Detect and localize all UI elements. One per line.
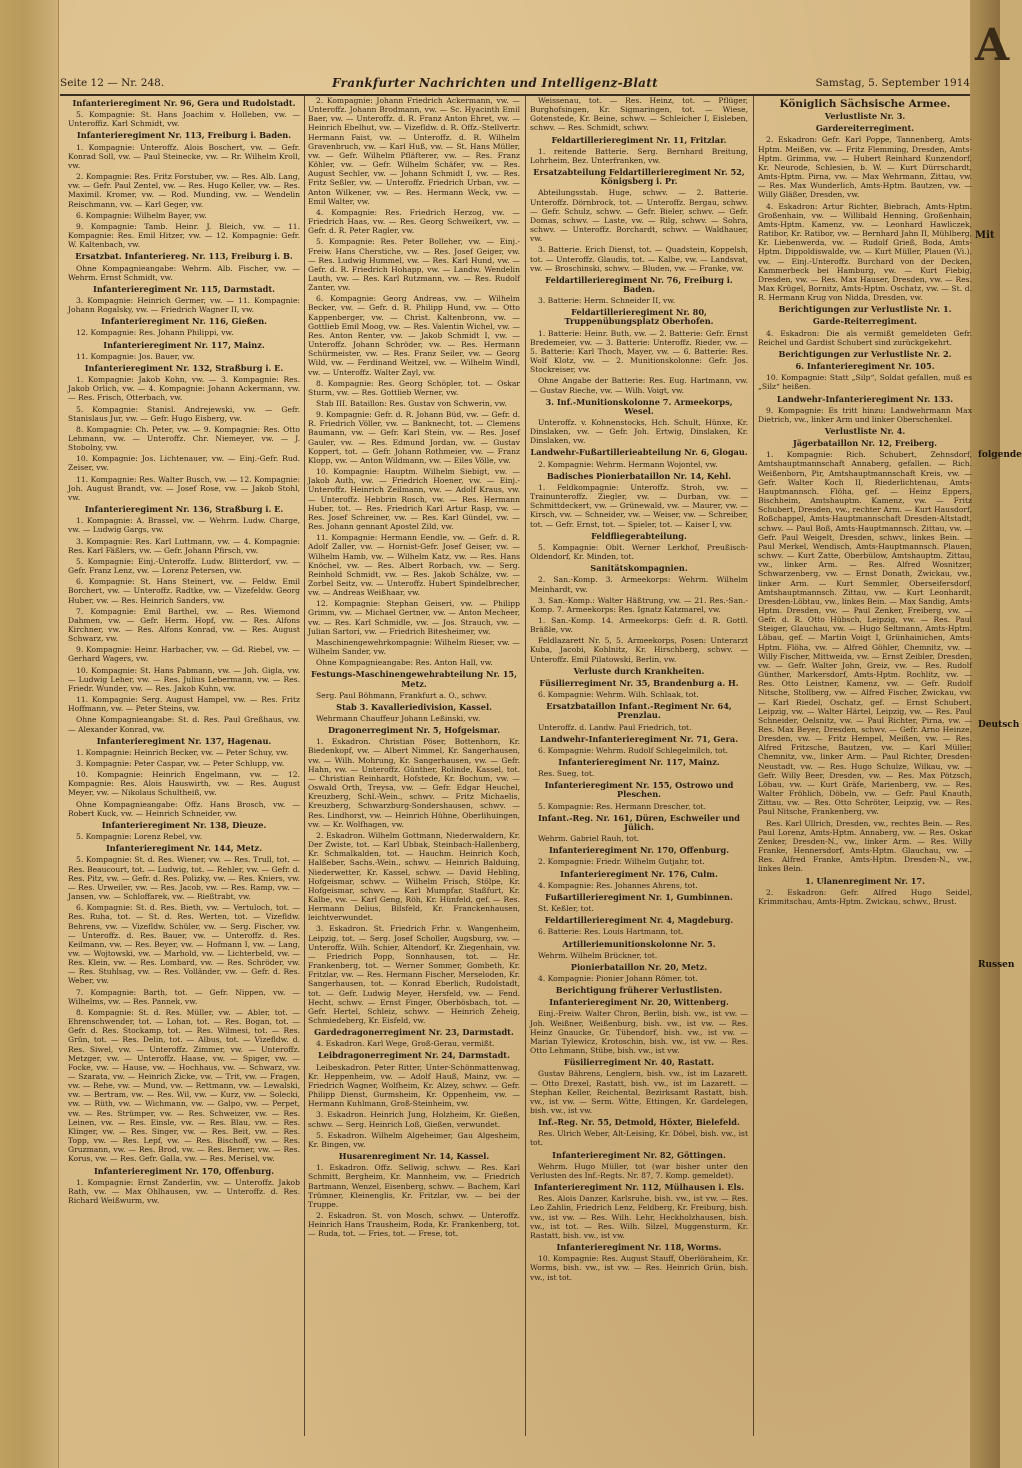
section-heading: Infanterieregiment Nr. 132, Straßburg i. E. xyxy=(84,362,284,373)
casualty-entry: 1. Kompagnie: Heinrich Becker, vw. — Peter Schuy, vw. xyxy=(76,747,289,757)
casualty-entry: Wehrm. Hugo Müller, tot (war bisher unter den Verlusten des Inf.-Regts. Nr. 87, 7. Komp. gemeldet). xyxy=(530,1161,748,1180)
section-heading: Inf.-Reg. Nr. 55, Detmold, Höxter, Bielefeld. xyxy=(538,1117,740,1128)
section-heading: Infanterieregiment Nr. 117, Mainz. xyxy=(558,757,720,767)
casualty-entry: 1. Kompagnie: Jakob Kohn, vw. — 3. Kompagnie: Res. Jakob Orlich, vw. — 4. Kompagnie: Johann Ackermann, vw. — Res. Frisch, Otterbach, vw. xyxy=(68,375,300,403)
casualty-entry: 3. Kompagnie: Peter Caspar, vw. — Peter Schlupp, vw. xyxy=(76,759,285,768)
casualty-entry: 6. Kompagnie: Wehrm. Wilh. Schlaak, tot. xyxy=(538,690,699,700)
casualty-entry: 6. Kompagnie: St. d. Res. Bieth, vw. — Vertuloch, tot. — Res. Ruha, tot. — St. d. Res. Werten, tot. — Vizefldw. Behrens, vw. — Vizefldw. Schüler, vw. — Serg. Fischer, vw. — Unteroffz. d. Res. Bauer, vw. — Unteroffz. d. Res. Keilmann, vw. — Res. Beyer, vw. — Hofmann I, vw. — Lang, vw. — Wojtowski, vw. — Marhold, vw. — Lichterbeld, vw. — Res. Klein, vw. — Res. Lombard, vw. — Res. Schröder, vw. — Res. Stuhlsag, vw. — Res. Volländer, vw. — Gefr. d. Res. Weber, vw. xyxy=(68,903,300,986)
section-heading: Infanterieregiment Nr. 116, Gießen. xyxy=(100,316,268,327)
casualty-entry: Ohne Kompagnieangabe: Offz. Hans Brosch, vw. — Robert Kuck, vw. — Heinrich Schneider, vw. xyxy=(68,799,300,818)
section-heading: Feldartillerieregiment Nr. 80, Truppenübungsplatz Oberhofen. xyxy=(564,307,714,327)
casualty-entry: Einj.-Freiw. Walter Chron, Berlin, bish. vw., ist vw. — Joh. Weißner, Weißenburg, bish. vw., ist vw. — Res. Heinz Gnaucke, Gr. Tübendorf, bish. vw., ist vw. — Marian Tylewicz, Krotoschin, bish. vw., ist vw. — Res. Otto Lehmann, Stübe, bish. vw., ist vw. xyxy=(530,1009,748,1056)
section-heading: Infanterieregiment Nr. 136, Straßburg i. E. xyxy=(84,504,284,515)
casualty-entry: 10. Kompagnie: Res. August Stauff, Oberlöraheim, Kr. Worms, bish. vw., ist vw. — Res. Heinrich Grün, bish. vw., ist tot. xyxy=(530,1254,748,1282)
section-heading: Badisches Pionierbataillon Nr. 14, Kehl. xyxy=(546,470,732,481)
newspaper-title: Frankfurter Nachrichten und Intelligenz-Blatt xyxy=(332,76,658,90)
casualty-entry: 6. Kompagnie: Wilhelm Bayer, vw. xyxy=(76,210,207,220)
casualty-entry: 6. Kompagnie: St. Hans Steinert, vw. — Feldw. Emil Borchert, vw. — Unteroffz. Radtke, vw. — Vizefeldw. Georg Huber, vw. — Res. Heinrich Sanders, vw. xyxy=(68,577,300,605)
casualty-entry: 3. Batterie. Erich Dienst, tot. — Quadstein, Koppelsh, tot. — Unteroffz. Glaudis, tot. — Kalbe, vw. — Landsvat, vw. — Broschinski, schwv. — Bluden, vw. — Franke, vw. xyxy=(530,245,748,273)
casualty-entry: 1. Kompagnie: A. Brassel, vw. — Wehrm. Ludw. Charge, vw. — Ludwig Gargs, vw. xyxy=(68,516,300,535)
casualty-entry: 1. Kompagnie: Unteroffz. Alois Boschert, vw. — Gefr. Konrad Soll, vw. — Paul Steinecke, vw. — Rr. Wilhelm Kroll, vw. xyxy=(68,142,300,170)
section-heading: Infanterieregiment Nr. 113, Freiburg i. Baden. xyxy=(76,130,292,141)
casualty-entry: 9. Kompagnie: Gefr. d. R. Johann Büd, vw. — Gefr. d. R. Friedrich Völler, vw. — Banknecht, tot. — Clemens Baumann, vw. — Gefr. Karl Stein, vw. — Res. Josef Gauler, vw. — Res. Edmund Jordan, vw. — Gustav Koppert, tot. — Gefr. Johann Rothmeier, vw. — Franz Klopp, vw. — Anton Wildmann, vw. — Eiles Völle, vw. xyxy=(308,410,520,465)
casualty-entry: Ohne Kompagnieangabe: St. d. Res. Paul Greßhaus, vw. — Alexander Konrad, vw. xyxy=(68,715,300,734)
column-1 xyxy=(68,96,300,1436)
casualty-entry: 1. San.-Komp. 14. Armeekorps: Gefr. d. R. Gottl. Bräßle, vw. xyxy=(530,615,748,635)
section-heading: Gardereiterregiment. xyxy=(815,123,915,134)
casualty-entry: 3. San.-Komp.: Walter Häßtrung, vw. — 21. Res.-San.-Komp. 7. Armeekorps: Res. Ignatz Katzmarel, vw. xyxy=(530,595,748,614)
casualty-entry: 1. Eskadron. Offz. Sellwig, schwv. — Res. Karl Schmitt, Bergheim, Kr. Mannheim, vw. — Friedrich Bartmann, Wenzel, Eisenberg, schwv. — Bachem, Karl Trümner, Kleinenglis, Kr. Fritzlar, vw. — bei der Truppe. xyxy=(308,1163,520,1209)
section-heading: Verlustliste Nr. 4. xyxy=(824,426,906,436)
casualty-entry: 12. Kompagnie: Res. Johann Philippi, vw. xyxy=(76,328,234,338)
section-heading: Infanterieregiment Nr. 115, Darmstadt. xyxy=(93,283,275,294)
section-heading: Ersatzbataillon Infant.-Regiment Nr. 64, Prenzlau. xyxy=(546,701,732,721)
casualty-entry: 2. Eskadron: Gefr. Karl Poppe, Tannenberg, Amts-Hptm. Meißen, vw. — Fritz Flemming, Dresden, Amts-Hptm. Grimma, vw. — Hubert Reinhard Kunzendorf, Kr. Neurode, Schlesien, b. W. — Kurt Dürrschardt, Amts-Hptm. Pirna, vw. — Max Wehrmann, Zittau, vw. — Res. Max Wunderlich, Amts-Hptm. Bautzen, vw. — Willy Gläßer, Dresden, vw. xyxy=(758,135,972,200)
section-heading: Ersatzabteilung Feldartillerieregiment Nr. 52, Königsberg i. Pr. xyxy=(533,167,745,187)
section-heading: 3. Inf.-Munitionskolonne 7. Armeekorps, Wesel. xyxy=(545,396,733,416)
casualty-entry: 9. Kompagnie: Es tritt hinzu: Landwehrmann Max Dietrich, vw., linker Arm und linker Oberschenkel. xyxy=(758,405,972,424)
section-heading: Husarenregiment Nr. 14, Kassel. xyxy=(338,1151,490,1162)
casualty-entry: 4. Kompagnie: Pionier Johann Römer, tot. xyxy=(538,973,698,983)
casualty-entry: 7. Kompagnie: Emil Barthel, vw. — Res. Wiemond Dahmen, vw. — Gefr. Herm. Hopf, vw. — Res. Alfons Kirchner, vw. — Res. Alfons Konrad, vw. — Res. August Schwarz, vw. xyxy=(68,606,300,644)
section-heading: Dragonerregiment Nr. 5, Hofgeismar. xyxy=(327,725,501,736)
casualty-entry: 5. Kompagnie: Einj.-Unteroffz. Ludw. Blitterdorf, vw. — Gefr. Franz Lenz, vw. — Lorenz Petersen, vw. xyxy=(68,556,300,576)
section-heading: Feldfliegerabteilung. xyxy=(591,530,687,541)
section-heading: 1. Ulanenregiment Nr. 17. xyxy=(805,875,925,886)
casualty-entry: 2. Kompagnie: Res. Fritz Forstuber, vw. — Res. Alb. Lang, vw. — Gefr. Paul Zentel, vw. — Res. Hugo Keller, vw. — Res. Maximil. Kromer, vw. — Rod. Munding, vw. — Wendelin Reischmann, vw. — Karl Geger, vw. xyxy=(68,172,300,209)
column-3 xyxy=(530,96,748,1436)
casualty-entry: 10. Kompagnie: Hauptm. Wilhelm Siebigt, vw. — Jakob Auth, vw. — Friedrich Hoener, vw. — Einj.-Unteroffz. Heinrich Zeilmann, vw. — Adolf Kraus, vw. — Unteroffz. Hebbrin Rosch, vw. — Res. Hermann Huber, tot. — Res. Friedrich Karl Artur Rasp, vw. — Res. Josef Schreiner, vw. — Res. Karl Gündel, vw. — Res. Johann gennant Apostel Zild, vw. xyxy=(308,467,520,532)
casualty-entry: 5. Kompagnie: Res. Peter Bolleher, vw. — Einj.-Freiw. Hans Cherstiche, vw. — Res. Josef Geiger, vw. — Res. Ludwig Hummel, vw. — Res. Karl Hund, vw. — Gefr. d. R. Friedrich Hohapp, vw. — Landw. Wendelin Lauth, vw. — Res. Karl Rutzmann, vw. — Res. Rudolf Zanter, vw. xyxy=(308,237,520,293)
casualty-entry: 5. Kompagnie: St. Hans Joachim v. Holleben, vw. — Unteroffiz. Karl Schmidt, vw. xyxy=(68,110,300,129)
casualty-entry: 6. Kompagnie: Georg Andreas, vw. — Wilhelm Becker, vw. — Gefr. d. R. Philipp Hund, vw. — Otto Kappenberger, vw. — Christ. Kaltenbronn, vw. — Gottlieb Emil Moog, vw. — Res. Valentin Wichel, vw. — Res. Anton Renter, vw. — Jakob Schmidt I, vw. — Unteroffz. Johann Schröder, vw. — Res. Hermann Schürmeister, vw. — Res. Franz Seiler, vw. — Georg Wild, vw. — Ferdinand Weitzel, vw. — Wilhelm Windl, vw. — Unteroffz. Walter Zayl, vw. xyxy=(308,294,520,377)
casualty-entry: 1. Eskadron. Christian Pöser, Bottenhorn, Kr. Biedenkopf, vw. — Albert Nimmel, Kr. Sangerhausen, vw. — Wilh. Mohrung, Kr. Sangerhausen, vw. — Gefr. Hahn, vw. — Unteroffz. Günther, Rolinde, Kassel, tot. — Christian Reinhardt, Hofstede, Kr. Bochum, vw. — Oswald Orth, Treysa, vw. — Gefr. Edgar Heuchel, Kreuzberg, Schl.-Wein., schwv. — Fritz Michaelis, Kreuzberg, Schwarzburg-Sondershausen, schwv. — Res. Lindhorst, vw. — Heinrich Hühne, Oberlihuingen, vw. — Kr. Wolfhagen, vw. xyxy=(308,737,520,829)
casualty-entry: 8. Kompagnie: St. d. Res. Müller, vw. — Abler, tot. — Ehrenschwender, tot. — Lohan, tot. — Res. Bogan, tot. — Gefr. d. Res. Stockamp, tot. — Res. Wilmesi, tot. — Res. Grün, tot. — Res. Delin, tot. — Albus, tot. — Vizefldw. d. Res. Siwel, vw. — Unteroffz. Zimmer, vw. — Unteroffz. Metzger, vw. — Unteroffz. Haase, vw. — Spiger, vw. — Focke, vw. — Hause, vw. — Hochhaus, vw. — Schwarz, vw. — Szarata, vw. — Heinrich Zicke, vw. — Trit, vw. — Fragen, vw. — Rehe, vw. — Mund, vw. — Rettmann, vw. — Lewalski, vw. — Bertram, vw. — Res. Wil, vw. — Kurz, vw. — Solecki, vw. — Rüth, vw. — Wichmann, vw. — Galpo, vw. — Perpet, vw. — Res. Strümper, vw. — Res. Schweizer, vw. — Res. Leinen, vw. — Res. Einsle, vw. — Res. Blau, vw. — Res. Klinger, vw. — Res. Singer, vw. — Res. Beit, vw. — Res. Topp, vw. — Res. Lepf, vw. — Res. Bischoff, vw. — Res. Gruzmann, vw. — Res. Brod, vw. — Res. Berner, vw. — Res. Korus, vw. — Res. Gefr. Galla, vw. — Res. Merisel, vw. xyxy=(68,1007,300,1164)
casualty-entry: Weissenau, tot. — Res. Heinz, tot. — Pflüger, Burghofsingen, Kr. Sigmaringen, tot. — Wiese, Gotenstede, Kr. Beine, schwv. — Schleicher I, Eisleben, schwv. — Res. Schmidt, schwv. xyxy=(530,96,748,133)
section-heading: Infanterieregiment Nr. 118, Worms. xyxy=(556,1242,722,1253)
casualty-entry: 1. Batterie: Heinr. Buth, vw. — 2. Batterie: Gefr. Ernst Bredemeier, vw. — 3. Batterie: Unteroffz. Rieder, vw. — 5. Batterie: Karl Thoch, Mayer, vw. — 6. Batterie: Res. Wolf Klotz, vw. — 2. Munitionskolonne: Gefr. Jos. Stockreiser, vw. xyxy=(530,328,748,375)
binding-edge xyxy=(0,0,59,1468)
casualty-entry: 3. Batterie: Herm. Schneider II, vw. xyxy=(538,296,676,306)
margin-mark: Russen xyxy=(978,960,1015,970)
casualty-entry: 6. Batterie: Res. Louis Hartmann, tot. xyxy=(538,927,684,937)
casualty-entry: 2. San.-Komp. 3. Armeekorps: Wehrm. Wilhelm Meinhardt, vw. xyxy=(530,575,748,594)
section-heading: Jägerbataillon Nr. 12, Freiberg. xyxy=(792,438,938,449)
section-heading: Feldartillerieregiment Nr. 11, Fritzlar. xyxy=(551,134,727,145)
casualty-entry: 11. Kompagnie: Res. Walter Busch, vw. — 12. Kompagnie: Joh. August Brandt, vw. — Josef Rose, vw. — Jakob Stohl, vw. xyxy=(68,474,300,502)
casualty-entry: 8. Kompagnie: Res. Georg Schöpler, tot. — Oskar Sturm, vw. — Res. Gottlieb Werner, vw. xyxy=(308,378,520,397)
casualty-entry: 5. Kompagnie: St. d. Res. Wiener, vw. — Res. Trull, tot. — Res. Beaucourt, tot. — Ludwig, tot. — Rehler, vw. — Gefr. d. Res. Pitz, vw. — Gefr. d. Res. Polizky, vw. — Res. Kniers, vw. — Res. Urweiler, vw. — Res. Jacob, vw. — Res. Ramp, vw. — Jansen, vw. — Schloffarek, vw. — Rießtrabt, vw. xyxy=(68,855,300,902)
section-heading: Infanterieregiment Nr. 82, Göttingen. xyxy=(552,1149,726,1160)
casualty-entry: Wehrmann Chauffeur Johann Leßinski, vw. xyxy=(316,714,481,723)
casualty-entry: 5. Kompagnie: Lorenz Rebel, vw. xyxy=(76,832,203,842)
casualty-entry: 11. Kompagnie: Hermann Eendle, vw. — Gefr. d. R. Adolf Zaller, vw. — Hornist-Gefr. Josef Geiser, vw. — Wilhelm Hamb, vw. — Wilhelm Katz, vw. — Res. Hans Knöchel, vw. — Res. Albert Rorbach, vw. — Serg. Reinhold Schmidt, vw. — Res. Jakob Schälze, vw. — Zorbel Seitz, vw. — Unteroffz. Hubert Spindelbrecher, vw. — Andreas Weißhaar, vw. xyxy=(308,533,520,598)
casualty-entry: Abteilungsstab. Huge, schwv. — 2. Batterie. Unteroffz. Dörnbrock, tot. — Unteroffz. Bergau, schwv. — Gefr. Schulz, schwv. — Gefr. Bieler, schwv. — Gefr. Domas, schwv. — Laste, vw. — Rilg, schwv. — Sohra, schwv. — Unteroffz. Borchardt, schwv. — Waldhauer, vw. xyxy=(530,188,748,244)
casualty-entry: 7. Kompagnie: Barth, tot. — Gefr. Nippen, vw. — Wilhelms, vw. — Res. Pannek, vw. xyxy=(68,987,300,1006)
casualty-entry: Leibeskadron. Peter Ritter, Unter-Schönmattenwag, Kr. Heppenheim, vw. — Adolf Hauß, Mainz, vw. — Friedrich Wagner, Wolfheim, Kr. Alzey, schwv. — Gefr. Philipp Dienst, Gurmsheim, Kr. Oppenheim, vw. — Hermann Kuhlmann, Groß-Steinheim, vw. xyxy=(308,1062,520,1109)
casualty-entry: Feldlazarett Nr. 5, 5. Armeekorps, Posen: Unterarzt Kuba, Jacobi, Kohlnitz, Kr. Hirschberg, schwv. — Unteroffz. Emil Pilatowski, Berlin, vw. xyxy=(530,636,748,664)
casualty-entry: Serg. Paul Böhmann, Frankfurt a. O., schwv. xyxy=(316,690,487,700)
casualty-entry: 2. Eskadron: Gefr. Alfred Hugo Seidel, Krimmitschau, Amts-Hptm. Zwickau, schwv., Brust. xyxy=(758,887,972,906)
section-heading: Infanterieregiment Nr. 176, Culm. xyxy=(560,868,718,879)
casualty-entry: 11. Kompagnie: Jos. Bauer, vw. xyxy=(76,351,195,361)
casualty-entry: 3. Kompagnie: Res. Karl Luttmann, vw. — 4. Kompagnie: Res. Karl Fäßlers, vw. — Gefr. Johann Pfirsch, vw. xyxy=(68,536,300,555)
section-heading: Infanterieregiment Nr. 137, Hagenau. xyxy=(96,735,272,746)
casualty-entry: 4. Kompagnie: Res. Friedrich Herzog, vw. — Friedrich Haas, vw. — Res. Georg Schweikert, vw. — Gefr. d. R. Peter Ragler, vw. xyxy=(308,207,520,236)
next-page-masthead: A xyxy=(975,20,1010,71)
casualty-entry: 10. Kompagnie: Heinrich Engelmann, vw. — 12. Kompagnie: Res. Alois Hauswirth, vw. — Res. August Meyer, vw. — Nikolaus Schultheiß, vw. xyxy=(68,770,300,798)
section-heading: Gardedragonerregiment Nr. 23, Darmstadt. xyxy=(314,1027,514,1038)
casualty-entry: Ohne Kompagnieangabe: Wehrm. Alb. Fischer, vw. — Wehrm. Ernst Schmidt, vw. xyxy=(68,263,300,282)
column-rule xyxy=(304,96,305,1436)
next-page-edge xyxy=(970,0,1000,1468)
section-heading: Infanterieregiment Nr. 138, Dieuze. xyxy=(101,819,267,830)
casualty-entry: 2. Eskadron. Wilhelm Gottmann, Niederwaldern, Kr. Der Zwiste, tot. — Karl Ubbak, Steinbach-Hallenberg, Kr. Schmalkalden, tot. — Hauchm. Heinrich Koch, Halßeber, Sachs.-Wein., schwv. — Heinrich Balduing, Niederwetter, Kr. Kassel, schwv. — David Hebling, Hofgeismar, schwv. — Wilhelm Frisch, Stölpe, Kr. Hofgeismar, schwv. — Karl Mumpfar, Staßfurt, Kr. Kalbe, vw. — Karl Geng, Röh, Kr. Hünfeld, gef. — Res. Hermann Delius, Bilsfeld, Kr. Franckenhausen, leichtverwundet. xyxy=(308,830,520,923)
section-heading: Berichtigungen zur Verlustliste Nr. 2. xyxy=(778,348,952,359)
section-heading: Füsilierregiment Nr. 40, Rastatt. xyxy=(563,1057,715,1068)
casualty-entry: Ohne Kompagnieangabe: Res. Anton Hall, vw. xyxy=(316,658,493,668)
casualty-entry: 4. Eskadron: Die als vermißt gemeldeten Gefr. Reichel und Gardist Schubert sind zurückgekehrt. xyxy=(758,328,972,347)
page-header xyxy=(60,72,970,96)
section-heading: Infanterieregiment Nr. 170, Offenburg. xyxy=(93,1165,275,1176)
casualty-entry: Res. Alois Danzer, Karlsruhe, bish. vw., ist vw. — Res. Leo Zahlin, Friedrich Lenz, Feldberg, Kr. Freiburg, bish. vw., ist vw. — Res. Wilh. Lehr, Heckholzhausen, bish. vw., ist tot. — Res. Wilh. Silzel, Muggensturm, Kr. Rastatt, bish. vw., ist vw. xyxy=(530,1194,748,1240)
section-heading: Infanterieregiment Nr. 112, Mülhausen i. Els. xyxy=(533,1182,745,1193)
casualty-entry: 1. Kompagnie: Rich. Schubert, Zehnsdorf, Amtshauptmannschaft Annaberg, gefallen. — Rich. Weißenborn, Pir, Amtshauptmannschaft Kreis, vw. — Gefr. Walter Koch II, Riederlichtenau, Amts-Hauptmannsch. Flöha, gef. — Heinz Eppers, Bischheim, Amtshauptm. Kamenz, vw. — Fritz Schubert, Dresden, vw., rechter Arm. — Kurt Hausdorf, Roßchappel, Amts-Hauptmannschaft Dresden-Altstadt, schwv. — Paul Boß, Amts-Hauptmannsch. Zittau, vw. — Gefr. Paul Weigelt, Dresden, schwv., linkes Bein. — Paul Merkel, Wendisch, Amts-Hauptmannsch. Plauen, schwv. — Kurt Zatte, Oberbülow, Amtshauptm. Zittau, vw., linker Arm. — Res. Alfred Wosnitzer, Schwarzenberg, vw. — Ernst Donath, Zwickau, vw., linker Arm. — Kurt Semmler, Oberseifersdorf, Amtshauptmannsch. Zittau, vw. — Kurt Leonhardt, Dresden-Löbtau, vw., linkes Bein. — Max Sandig, Amts-Hptm. Dresden, vw. — Paul Zenker, Freiberg, vw. — Gefr. d. R. Otto Hübsch, Leipzig, vw. — Res. Paul Steiger, Glauchau, vw. — Hugo Seltmann, Amts-Hptm. Löbau, gef. — Martin Voigt I, Grünhainichen, Amts-Hptm. Flöha, vw. — Alfred Göhler, Chemnitz, vw. — Willy Fischer, Mittweida, vw. — Ernst Zeibler, Dresden, vw. — Gefr. Walter John, Greiz, vw. — Res. Rudolf Günther, Markersdorf, Amts-Hptm. Rochlitz, vw. — Res. Otto Leistner, Kamenz, vw. — Gefr. Rudolf Nitsche, Stollberg, vw. — Alfred Fischer, Zwickau, vw. — Karl Riedel, Oschatz, gef. — Ernst Schubert, Leipzig, vw. — Walter Härtel, Leipzig, vw. — Res. Paul Schneider, Oelsnitz, vw. — Paul Richter, Pirna, vw. — Res. Max Beyer, Dresden, schwv. — Gefr. Arno Heinze, Dresden, vw. — Fritz Hempel, Meißen, vw. — Res. Alfred Fritzsche, Bautzen, vw. — Karl Müller, Chemnitz, vw., linker Arm. — Paul Richter, Dresden-Neustadt, vw. — Res. Hugo Schulze, Wilkau, vw. — Gefr. Willy Beer, Dresden, vw. — Res. Max Pötzsch, Löbau, vw. — Kurt Gräfe, Marienberg, vw. — Res. Walter Fröhlich, Döbeln, vw. — Gefr. Paul Knauth, Zittau, vw. — Res. Otto Schröter, Leipzig, vw. — Res. Paul Nitsche, Frankenberg, vw. xyxy=(758,450,973,817)
section-heading: Ersatzbat. Infanteriereg. Nr. 113, Freiburg i. B. xyxy=(75,251,293,262)
casualty-entry: 3. Eskadron. St. Friedrich Frhr. v. Wangenheim, Leipzig, tot. — Serg. Josef Scholler, Augsburg, vw. — Unteroffz. Wilh. Schier, Altendorf, Kr. Ziegenhain, vw. — Friedrich Popp, Sonnhausen, tot. — Hr. Frankenberg, tot. — Werner Sommer, Gombeth, Kr. Fritzlar, vw. — Res. Hermann Fischer, Merseloden, Kr. Sangerhausen, tot. — Konrad Eberlich, Rudolstadt, tot. — Gefr. Ludwig Meyer, Hersfeld, vw. — Fend. Hecht, schwv. — Ernst Finger, Oberbösbach, tot. — Gefr. Hertel, Schleiz, schwv. — Heinrich Zeheig, Schmiedeberg, Kr. Eisfeld, vw. xyxy=(308,924,520,1025)
casualty-entry: 4. Kompagnie: Res. Johannes Ahrens, tot. xyxy=(538,880,698,890)
section-heading: Infant.-Reg. Nr. 161, Düren, Eschweiler und Jülich. xyxy=(537,812,741,832)
section-heading: Verluste durch Krankheiten. xyxy=(573,665,705,676)
casualty-entry: 10. Kompagnie: St. Hans Pabmann, vw. — Joh. Gigla, vw. — Ludwig Leher, vw. — Res. Julius Lebermann, vw. — Res. Friedr. Wunder, vw. — Res. Jakob Kuhn, vw. xyxy=(68,665,300,693)
casualty-entry: Res. Karl Ullrich, Dresden, vw., rechtes Bein. — Res. Paul Lorenz, Amts-Hptm. Annaberg, vw. — Res. Oskar Zenker, Dresden-N., vw., linker Arm. — Res. Willy Franke, Hennersdorf, Amts-Hptm. Glauchau, vw. — Res. Alfred Franke, Amts-Hptm. Dresden-N., vw., linkes Bein. xyxy=(758,818,972,874)
casualty-entry: Ohne Angabe der Batterie: Res. Eug. Hartmann, vw. — Gustav Rieche, vw. — Wilh. Voigt, vw. xyxy=(530,376,748,395)
casualty-entry: 5. Kompagnie: Res. Hermann Drescher, tot. xyxy=(538,801,706,811)
casualty-entry: 1. Feldkompagnie: Unteroffz. Stroh, vw. — Trainunteroffz. Ziegler, vw. — Durban, vw. — Schmittdeckert, vw. — Grünewald, vw. — Maurer, vw. — Kirsch, vw. — Schneider, vw. — Weiser, vw. — Schreiber, tot. — Gefr. Ernst, tot. — Spieler, tot. — Kaiser I, vw. xyxy=(530,482,748,529)
column-rule xyxy=(525,96,526,1436)
section-heading: Füsilierregiment Nr. 35, Brandenburg a. H. xyxy=(539,677,739,688)
column-rule xyxy=(753,96,754,1436)
section-heading: Infanterieregiment Nr. 144, Metz. xyxy=(105,843,263,854)
casualty-entry: 5. Eskadron. Wilhelm Algeheimer, Gau Algesheim, Kr. Bingen, vw. xyxy=(308,1130,520,1149)
casualty-entry: Unteroffz. v. Kohnenstocks, Hch. Schult, Hünxe, Kr. Dinslaken, vw. — Gefr. Joh. Ertwig, Dinslaken, Kr. Dinslaken, vw. xyxy=(530,418,748,446)
casualty-entry: Unteroffz. d. Landw. Paul Friedrich, tot. xyxy=(538,722,692,732)
margin-mark: Mit xyxy=(975,230,995,241)
casualty-entry: 11. Kompagnie: Serg. August Hampel, vw. — Res. Fritz Hoffmann, vw. — Peter Steins, vw. xyxy=(68,695,300,714)
casualty-entry: 2. Kompagnie: Johann Friedrich Ackermann, vw. — Unteroffz. Johann Brodmann, vw. — Sc. Hyacinth Emil Baer, vw. — Unteroffz. d. R. Franz Anton Ehret, vw. — Heinrich Ebelhut, vw. — Vizefldw. d. R. Offz.-Stellvertr. Hermann Faist, vw. — Unteroffz. d. R. Wilhelm Gravenbruch, vw. — Karl Huß, vw. — St. Hans Müller, vw. — Gefr. Wilhelm Pfläfterer, vw. — Res. Franz Köhler, vw. — Gefr. Wilhelm Schäfer, vw. — Res. August Sechler, vw. — Johann Schmidt I, vw. — Res. Fritz Seßler, vw. — Unteroffz. Friedrich Urban, vw. — Anton Wilkener, vw. — Res. Hermann Weck, vw. — Emil Walter, vw. xyxy=(308,96,520,206)
page-number: Seite 12 — Nr. 248. xyxy=(60,77,165,89)
section-heading: Landwehr-Infanterieregiment Nr. 133. xyxy=(776,393,954,404)
section-heading: Infanterieregiment Nr. 155, Ostrowo und Pleschen. xyxy=(544,780,734,800)
casualty-entry: 4. Eskadron. Karl Wege, Groß-Gerau, vermißt. xyxy=(316,1039,495,1049)
casualty-entry: Wehrm. Wilhelm Brückner, tot. xyxy=(538,950,658,960)
casualty-entry: 2. Eskadron. St. von Mosch, schwv. — Unteroffz. Heinrich Hans Trausheim, Roda, Kr. Frankenberg, tot. — Ruda, tot. — Fries, tot. — Frese, tot. xyxy=(308,1210,520,1239)
casualty-entry: 8. Kompagnie: Ch. Peter, vw. — 9. Kompagnie: Res. Otto Lehmann, vw. — Unteroffz. Chr. Niemeyer, vw. — J. Stobolny, vw. xyxy=(68,424,300,453)
section-heading: Sanitätskompagnien. xyxy=(590,563,688,574)
casualty-entry: 2. Kompagnie: Wehrm. Hermann Wojontel, vw. xyxy=(538,459,718,469)
casualty-entry: 1. Kompagnie: Ernst Zanderlin, vw. — Unteroffz. Jakob Rath, vw. — Max Ohlhausen, vw. — Unteroffz. d. Res. Richard Weißwurm, vw. xyxy=(68,1177,300,1206)
section-heading: Pionierbataillon Nr. 20, Metz. xyxy=(570,961,708,972)
casualty-entry: 2. Kompagnie: Friedr. Wilhelm Gutjahr, tot. xyxy=(538,857,705,867)
casualty-entry: 1. reitende Batterie. Serg. Bernhard Breitung, Lohrheim, Bez. Unterfranken, vw. xyxy=(530,146,748,165)
section-heading: Fußartillerieregiment Nr. 1, Gumbinnen. xyxy=(545,891,733,902)
section-heading: Infanterieregiment Nr. 20, Wittenberg. xyxy=(549,997,729,1008)
casualty-entry: 9. Kompagnie: Tamb. Heinr. J. Bleich, vw. — 11. Kompagnie: Res. Emil Hitzer, vw. — 12. Kompagnie: Gefr. W. Kaltenbach, vw. xyxy=(68,221,300,250)
section-heading: Festungs-Maschinengewehrabteilung Nr. 15, Metz. xyxy=(311,669,517,689)
section-heading: Landwehr-Fußartillerieabteilung Nr. 6, Glogau. xyxy=(530,447,748,458)
casualty-entry: Wehrm. Gabriel Rauh, tot. xyxy=(538,834,640,844)
casualty-entry: 9. Kompagnie: Heinr. Harbacher, vw. — Gd. Riebel, vw. — Gerhard Wagers, vw. xyxy=(68,645,300,664)
casualty-entry: 3. Kompagnie: Heinrich Germer, vw. — 11. Kompagnie: Johann Rogalsky, vw. — Friedrich Wagner II, vw. xyxy=(68,295,300,315)
section-heading: Infanterieregiment Nr. 117, Mainz. xyxy=(103,339,265,350)
casualty-entry: 3. Eskadron. Heinrich Jung, Holzheim, Kr. Gießen, schwv. — Serg. Heinrich Loß, Gießen, verwundet. xyxy=(308,1110,520,1129)
margin-mark: Deutsch xyxy=(978,720,1020,730)
section-heading: Berichtigung früherer Verlustlisten. xyxy=(555,985,723,996)
casualty-entry: 10. Kompagnie: Jos. Lichtenauer, vw. — Einj.-Gefr. Rud. Zeiser, vw. xyxy=(68,454,300,473)
section-heading: Stab 3. Kavalleriedivision, Kassel. xyxy=(336,701,492,712)
casualty-entry: 10. Kompagnie: Statt „Silp“, Soldat gefallen, muß es „Silz“ heißen. xyxy=(758,373,972,392)
section-heading: Infanterieregiment Nr. 96, Gera und Rudolstadt. xyxy=(72,98,296,108)
casualty-entry: 5. Kompagnie: Stanisl. Andrejewski, vw. — Gefr. Stanislaus Jur, vw. — Gefr. Hugo Eisberg, vw. xyxy=(68,404,300,423)
casualty-entry: Res. Sueg, tot. xyxy=(538,769,595,779)
casualty-entry: 6. Kompagnie: Wehrm. Rudolf Schlegelmilch, tot. xyxy=(538,745,729,755)
column-4 xyxy=(758,96,972,1436)
casualty-entry: 12. Kompagnie: Stephan Geiseri, vw. — Philipp Grimm, vw. — Michael Gertner, vw. — Anton Mecheer, vw. — Res. Karl Schmidle, vw. — Jos. Strauch, vw. — Julian Sartori, vw. — Friedrich Bitesheimer, vw. xyxy=(308,599,520,636)
casualty-entry: 4. Eskadron: Artur Richter, Biebrach, Amts-Hptm. Großenhain, vw. — Willibald Henning, Großenhain, Amts-Hptm. Kamenz, vw. — Leonhard Hawliczek, Ratibor, Kr. Ratibor, vw. — Bernhard Jahn II, Mühlberg, Kr. Liebenwerda, vw. — Rudolf Grieß, Boda, Amts-Hptm. Dippoldiswalde, vw. — Kurt Müller, Plauen (Vi.), vw. — Einj.-Unteroffz. Burchard von der Decken, Kammerbeck bei Hamburg, vw. — Kurt Fiebig, Dresden, vw. — Res. Max Hauser, Dresden, vw. — Res. Max Krügel, Bornitz, Amts-Hptm. Oschatz, vw. — St. d. R. Hermann Krug von Nidda, Dresden, vw. xyxy=(758,201,972,303)
casualty-entry: Stab III. Bataillon: Res. Gustav von Schwerin, vw. xyxy=(316,399,507,408)
section-heading: Garde-Reiterregiment. xyxy=(812,316,918,327)
margin-mark: folgende xyxy=(978,450,1022,460)
section-heading: Feldartillerieregiment Nr. 4, Magdeburg. xyxy=(544,915,734,926)
issue-date: Samstag, 5. September 1914 xyxy=(815,77,970,89)
army-heading: Königlich Sächsische Armee. xyxy=(779,98,951,110)
column-2 xyxy=(308,96,520,1436)
section-heading: Landwehr-Infanterieregiment Nr. 71, Gera. xyxy=(539,733,739,744)
casualty-entry: St. Keßler, tot. xyxy=(538,904,594,914)
section-heading: Leibdragonerregiment Nr. 24, Darmstadt. xyxy=(318,1050,510,1061)
casualty-entry: Gustav Bährens, Lenglern, bish. vw., ist im Lazarett. — Otto Drexel, Rastatt, bish. vw., ist im Lazarett. — Stephan Keller, Reichental, Bezirksamt Rastatt, bish. vw., ist vw. — Serm. Witte, Ettingen, Kr. Gardelegen, bish. vw., ist vw. xyxy=(530,1069,748,1115)
section-heading: 6. Infanterieregiment Nr. 105. xyxy=(795,361,935,372)
section-heading: Feldartillerieregiment Nr. 76, Freiburg i. Baden. xyxy=(545,274,733,294)
casualty-entry: 5. Kompagnie: Oblt. Werner Lerkhof, Preußisch-Oldendorf, Kr. Minden, tot. xyxy=(530,542,748,562)
section-heading: Berichtigungen zur Verlustliste Nr. 1. xyxy=(778,304,952,315)
section-heading: Verlustliste Nr. 3. xyxy=(824,111,906,122)
section-heading: Artilleriemunitionskolonne Nr. 5. xyxy=(562,938,716,949)
casualty-entry: Maschinengewehrkompagnie: Wilhelm Rieser, vw. — Wilhelm Sander, vw. xyxy=(308,637,520,657)
casualty-entry: Res. Ulrich Weber, Alt-Leising, Kr. Döbel, bish. vw., ist tot. xyxy=(530,1129,748,1148)
section-heading: Infanterieregiment Nr. 170, Offenburg. xyxy=(548,845,730,856)
